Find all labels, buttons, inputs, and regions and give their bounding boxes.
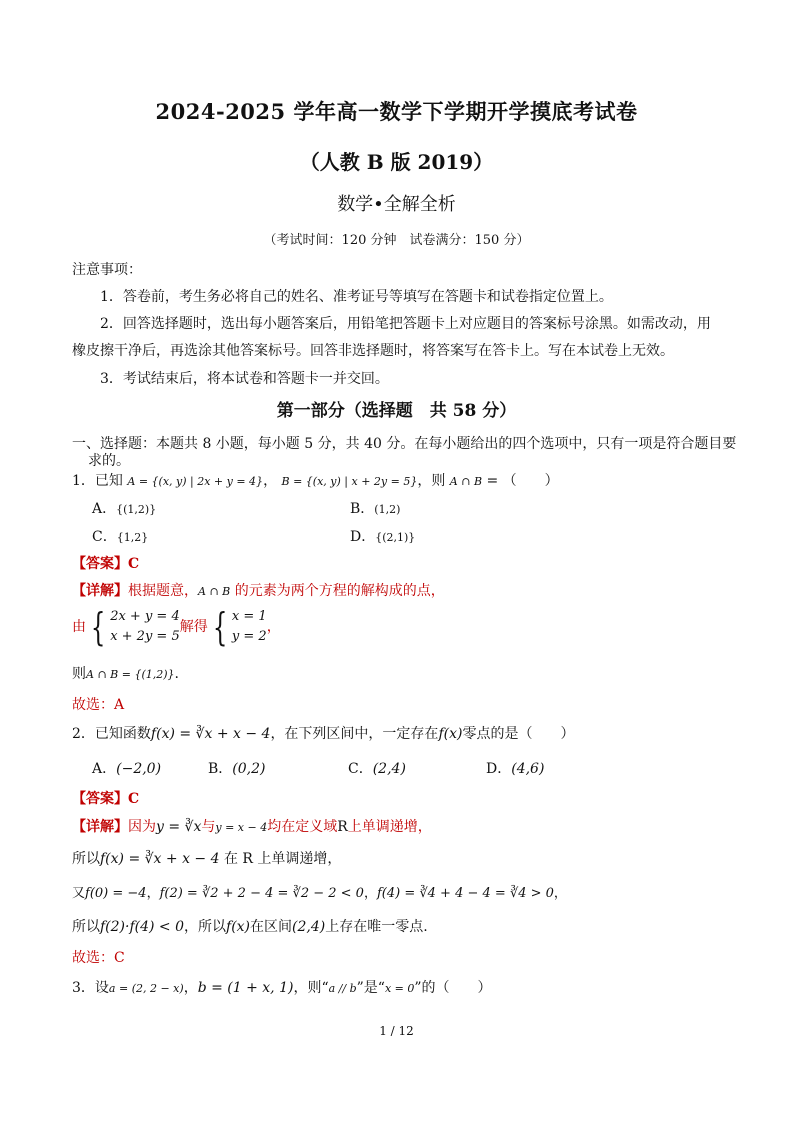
- q2-choose: 故选：C: [72, 950, 125, 966]
- q2-option-a: [92, 758, 161, 778]
- q2-answer: [72, 788, 139, 808]
- q1-detail-3a: 则: [72, 666, 86, 682]
- q1-text-a: 已知: [94, 473, 123, 489]
- q1-option-c: [92, 526, 148, 546]
- q2-option-d-value: (4,6): [511, 761, 545, 777]
- q3-text-c: ”是“: [356, 980, 385, 996]
- q1-solution-system: [232, 607, 267, 647]
- q2-detail-line-1: [72, 816, 432, 836]
- q1-option-d-value: {(2,1)}: [375, 531, 416, 544]
- q1-detail-3c: .: [174, 666, 179, 682]
- q1-detail-2a: 由: [72, 619, 86, 635]
- q1-option-b: [350, 498, 400, 518]
- q2-d1e: 均在定义域: [267, 819, 338, 835]
- q1-option-a: [92, 498, 156, 518]
- q1-eq1: 2x + y = 4: [110, 609, 180, 624]
- q1-number: 1．: [72, 473, 95, 489]
- q1-option-b-label: B．: [350, 501, 375, 517]
- q1-detail-line-2: [72, 607, 281, 647]
- q2-option-b-value: (0,2): [232, 761, 266, 777]
- q2-d3e: ，: [363, 886, 377, 901]
- q2-d4e: 在区间: [250, 919, 293, 935]
- q2-d3a: 又: [72, 886, 86, 901]
- q1-text-b: ，则: [417, 473, 446, 489]
- q1-detail-line-3: [72, 663, 179, 683]
- q3-vec-a: a = (2, 2 − x): [108, 982, 184, 995]
- q2-d1g: 上单调递增，: [347, 819, 432, 835]
- q2-option-c-label: C．: [348, 761, 373, 777]
- q1-eq2: x + 2y = 5: [110, 629, 180, 644]
- q1-detail-1a: 根据题意，: [128, 583, 198, 599]
- document-subtitle: 数学•全解全析: [337, 194, 456, 215]
- q3-text-b: ，则“: [293, 980, 329, 996]
- q1-set-b: B = {(x, y) | x + 2y = 5}: [281, 475, 418, 488]
- q2-d4d: f(x): [226, 919, 251, 935]
- q2-d2c: 在: [219, 851, 243, 867]
- note-item-2-cont: 橡皮擦干净后，再选涂其他答案标号。回答非选择题时，将答案写在答卡上。写在本试卷上无效。: [72, 343, 674, 359]
- q1-sep: ，: [263, 473, 278, 489]
- q2-detail-line-2: [72, 848, 341, 868]
- q2-detail-tag: 【详解】: [72, 819, 128, 835]
- q3-number: 3．: [72, 980, 95, 996]
- q2-func: f(x) = ∛x + x − 4: [150, 726, 271, 742]
- q3-text-d: ”的（ ）: [414, 980, 492, 996]
- q2-d4a: 所以: [72, 919, 100, 935]
- q2-option-d: [486, 758, 544, 778]
- q2-d1d: y = x − 4: [215, 821, 268, 834]
- document-edition: （人教 B 版 2019）: [299, 150, 494, 174]
- question-2: [72, 723, 574, 743]
- q2-option-b-label: B．: [208, 761, 233, 777]
- q1-sol2: y = 2: [231, 629, 267, 644]
- q1-detail-2b: 解得: [179, 619, 208, 635]
- q2-answer-tag: 【答案】: [72, 791, 128, 807]
- left-brace-icon: {: [90, 605, 106, 649]
- q2-answer-value: C: [128, 791, 140, 807]
- q2-number: 2．: [72, 726, 95, 742]
- q2-text-a: 已知函数: [94, 726, 151, 742]
- q2-option-b: [208, 758, 266, 778]
- q2-d1a: 因为: [128, 819, 156, 835]
- question-1: [72, 470, 559, 490]
- q2-d1b: y = ∛x: [156, 819, 202, 835]
- q1-ask: A ∩ B: [449, 475, 483, 488]
- q2-d4b: f(2)·f(4) < 0: [100, 919, 185, 935]
- q2-d4g: 上存在唯一零点.: [325, 919, 428, 935]
- q1-equation-system: [110, 607, 180, 647]
- q2-fx: f(x): [438, 726, 463, 742]
- q1-detail-line-1: [72, 580, 445, 600]
- q2-d3g: ，: [553, 886, 567, 901]
- q1-choose: 故选：A: [72, 697, 125, 713]
- q1-option-c-value: {1,2}: [116, 531, 149, 544]
- q2-option-c-value: (2,4): [372, 761, 406, 777]
- note-item-2: 2．回答选择题时，选出每小题答案后，用铅笔把答题卡上对应题目的答案标号涂黑。如需改动，用: [100, 316, 711, 332]
- q2-detail-line-3: [72, 882, 567, 901]
- q3-cond2: x = 0: [384, 982, 415, 995]
- q1-answer-tag: 【答案】: [72, 556, 128, 572]
- q2-detail-line-4: [72, 916, 428, 936]
- q1-text-c: = （ ）: [482, 473, 559, 489]
- q2-d1f: R: [337, 819, 348, 835]
- document-title: 2024-2025 学年高一数学下学期开学摸底考试卷: [155, 99, 638, 124]
- q1-detail-1b: A ∩ B: [198, 585, 231, 598]
- page-number: 1 / 12: [379, 1024, 414, 1038]
- part1-instructions: 一、选择题：本题共 8 小题，每小题 5 分，共 40 分。在每小题给出的四个选项中，只有一项是符合题目要: [72, 436, 737, 452]
- q1-option-d: [350, 526, 415, 546]
- q1-set-a: A = {(x, y) | 2x + y = 4}: [127, 475, 264, 488]
- q1-option-d-label: D．: [350, 529, 376, 545]
- q1-sol1: x = 1: [231, 609, 267, 624]
- q3-text-a: 设: [94, 980, 109, 996]
- q2-d2b: f(x) = ∛x + x − 4: [100, 851, 220, 867]
- q1-detail-1c: 的元素为两个方程的解构成的点，: [230, 583, 445, 599]
- q1-detail-tag: 【详解】: [72, 583, 128, 599]
- part1-heading: 第一部分（选择题 共 58 分）: [276, 401, 517, 421]
- q2-d1c: 与: [201, 819, 216, 835]
- note-item-1: 1．答卷前，考生务必将自己的姓名、准考证号等填写在答题卡和试卷指定位置上。: [100, 289, 613, 305]
- q1-answer: [72, 553, 139, 573]
- q2-d2a: 所以: [72, 851, 100, 867]
- q1-answer-value: C: [128, 556, 140, 572]
- q1-option-c-label: C．: [92, 529, 117, 545]
- q2-text-b: ，在下列区间中，一定存在: [270, 726, 439, 742]
- q2-d3c: ，: [146, 886, 160, 901]
- q1-detail-2c: ，: [266, 619, 281, 635]
- q1-option-a-label: A．: [92, 501, 117, 517]
- question-3: [72, 977, 492, 997]
- q2-d3b: f(0) = −4: [85, 886, 147, 901]
- left-brace-icon: {: [212, 605, 228, 649]
- q2-d4c: ，所以: [184, 919, 227, 935]
- q2-d4f: (2,4): [292, 919, 326, 935]
- q2-d2d: R: [242, 851, 253, 867]
- exam-info: （考试时间：120 分钟 试卷满分：150 分）: [263, 233, 530, 248]
- q3-vec-b: b = (1 + x, 1): [197, 980, 294, 996]
- q2-option-d-label: D．: [486, 761, 512, 777]
- q1-option-b-value: (1,2): [374, 503, 401, 516]
- q2-option-a-value: (−2,0): [116, 761, 162, 777]
- note-item-3: 3．考试结束后，将本试卷和答题卡一并交回。: [100, 371, 389, 387]
- q2-d3f: f(4) = ∛4 + 4 − 4 = ∛4 > 0: [376, 886, 554, 901]
- q2-d2e: 上单调递增，: [252, 851, 342, 867]
- part1-instructions-cont: 求的。: [88, 453, 130, 469]
- q1-option-a-value: {(1,2)}: [116, 503, 157, 516]
- q2-option-a-label: A．: [92, 761, 117, 777]
- q2-d3d: f(2) = ∛2 + 2 − 4 = ∛2 − 2 < 0: [159, 886, 364, 901]
- q3-cond1: a // b: [328, 982, 357, 995]
- q3-sep: ，: [183, 980, 198, 996]
- q2-text-c: 零点的是（ ）: [462, 726, 575, 742]
- q1-detail-3b: A ∩ B = {(1,2)}: [86, 668, 175, 681]
- notes-heading: 注意事项：: [72, 262, 142, 278]
- q2-option-c: [348, 758, 406, 778]
